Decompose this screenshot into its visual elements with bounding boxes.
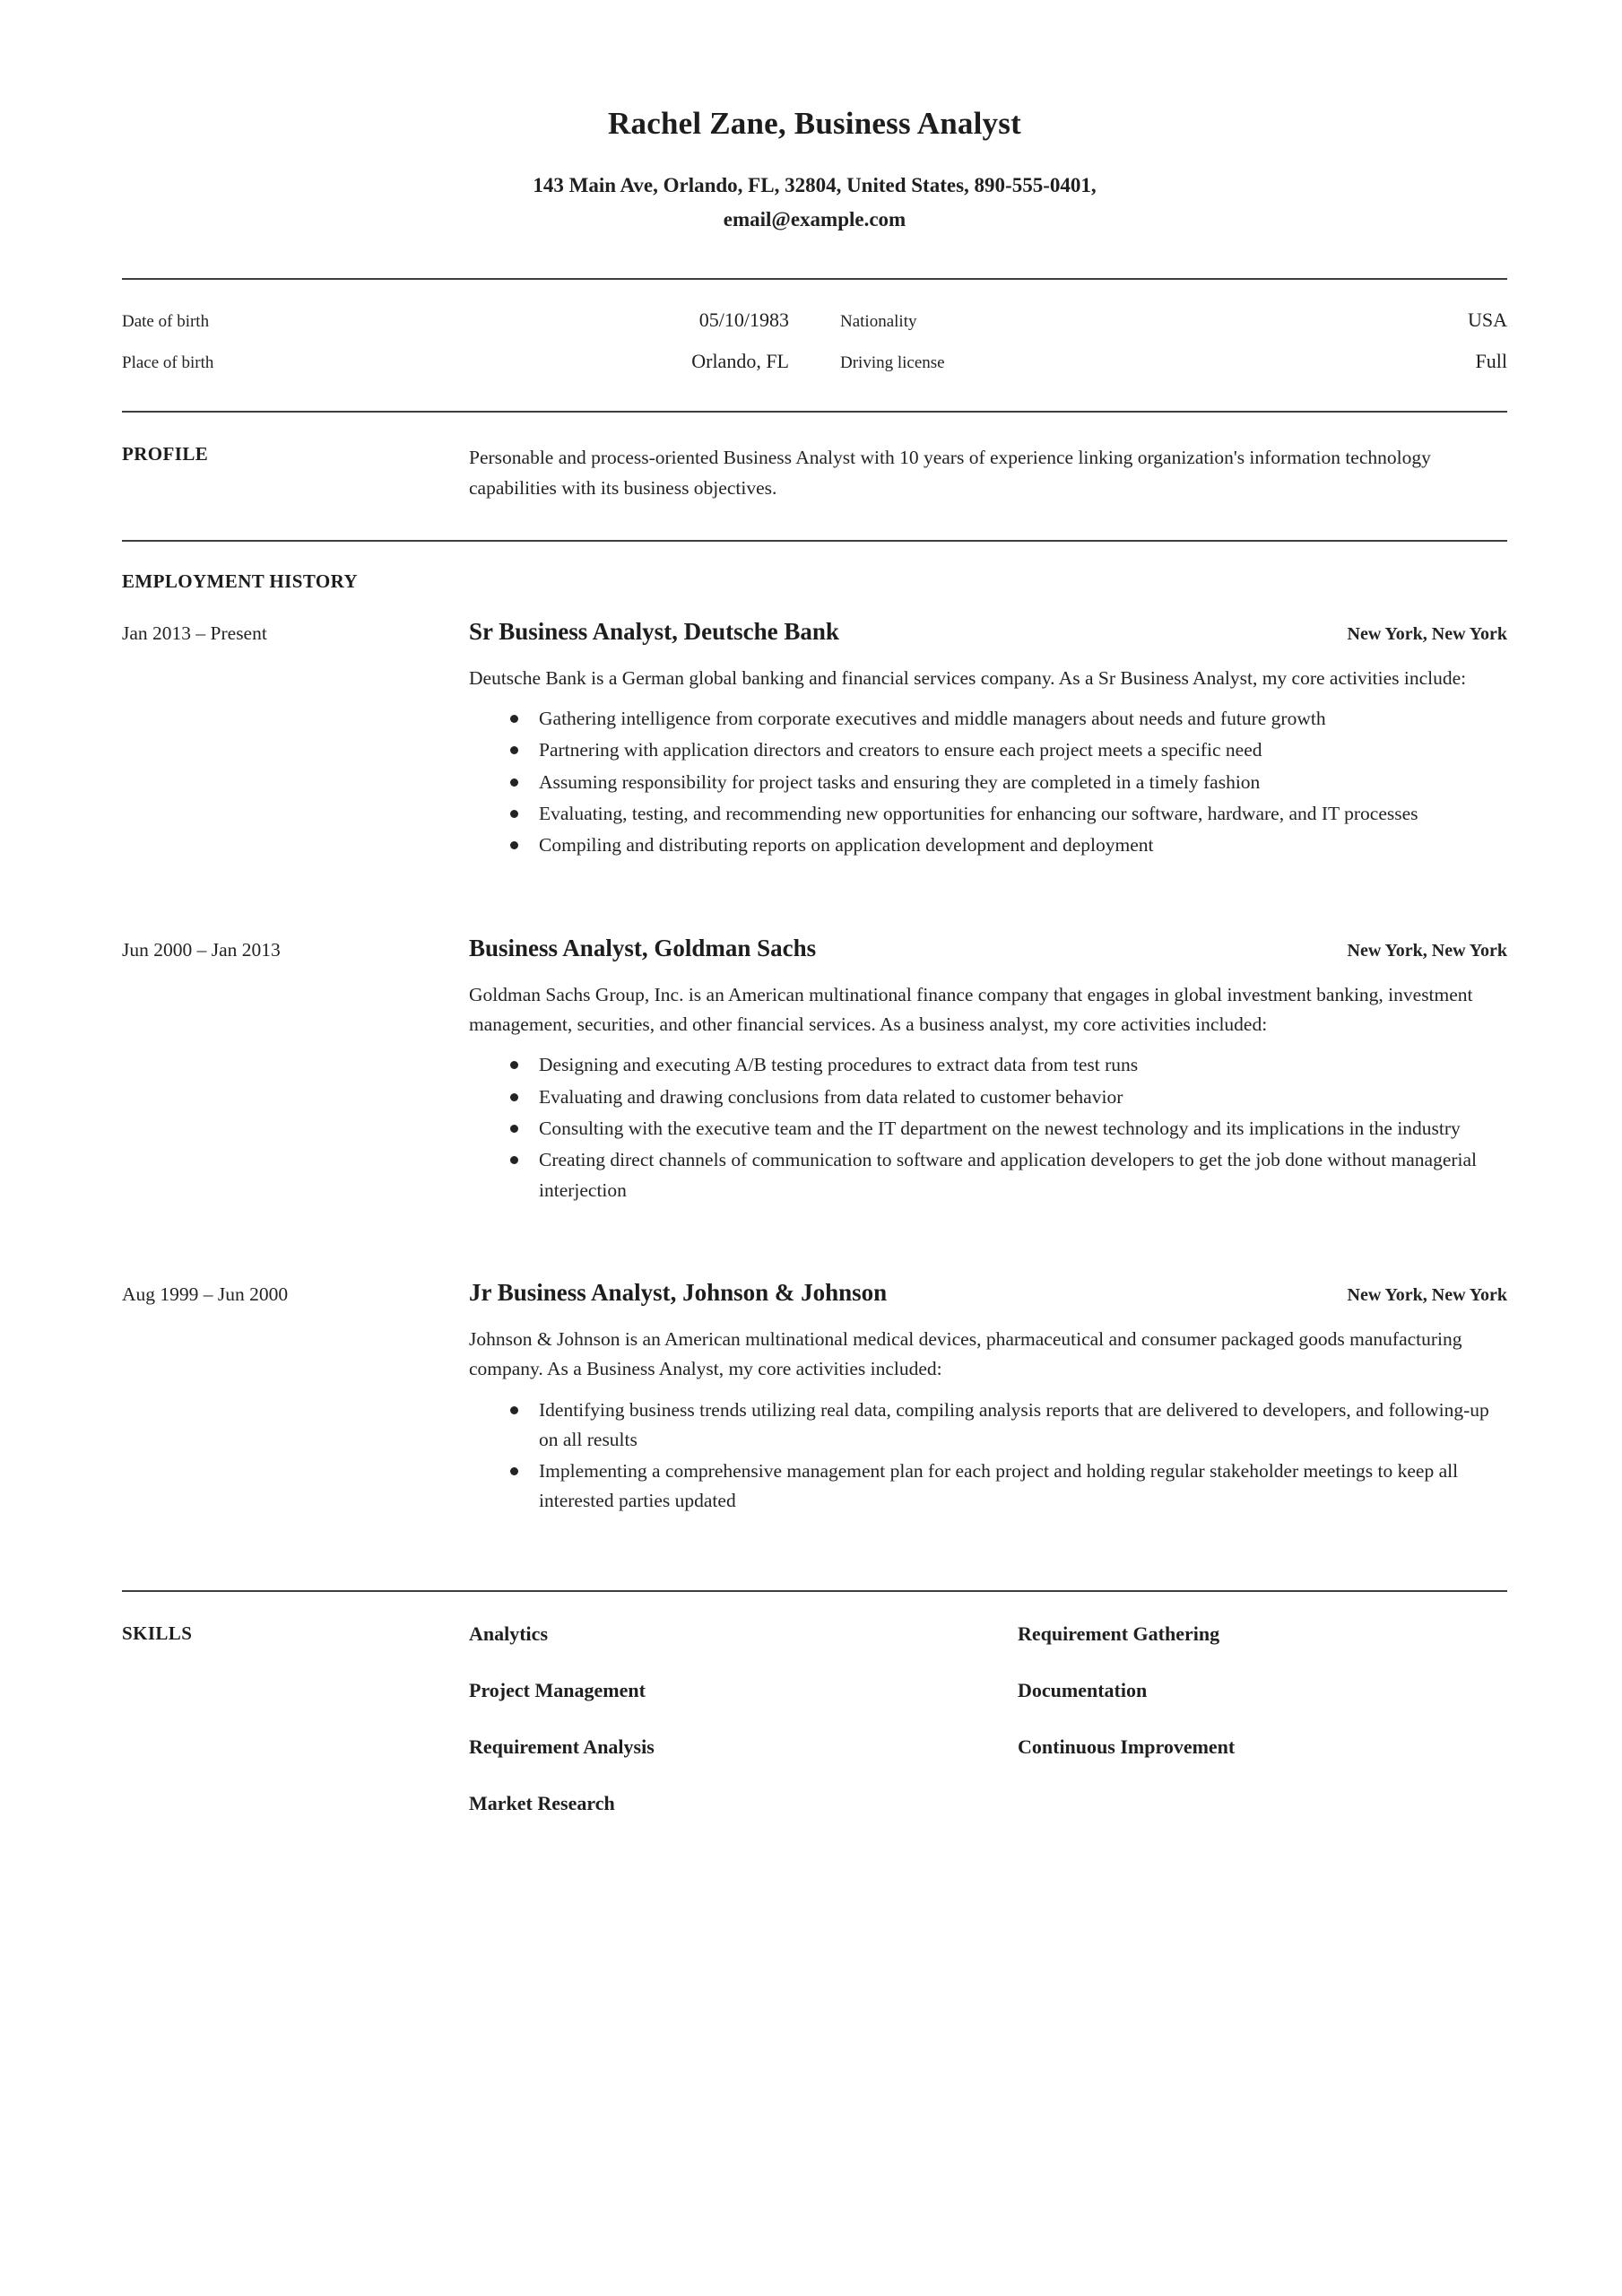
skills-body (469, 1622, 1507, 1848)
job-main (469, 1279, 1507, 1518)
job-description: Goldman Sachs Group, Inc. is an American multinational finance company that engages in global investment banking, investment management, securities, and other financial services. As a business analyst, my core activities included: (469, 983, 1473, 1035)
job-description: Deutsche Bank is a German global banking and financial services company. As a Sr Business Analyst, my core activities include: (469, 666, 1467, 689)
job-bullet: Evaluating and drawing conclusions from data related to customer behavior (469, 1083, 1507, 1112)
job-location: New York, New York (1347, 623, 1507, 644)
job-bullet: Evaluating, testing, and recommending new opportunities for enhancing our software, hardware, and IT processes (469, 799, 1507, 829)
job-titleline (469, 1279, 1507, 1307)
nationality-label: Nationality (840, 311, 917, 331)
employment-heading-row (122, 542, 1507, 618)
job-bullet: Gathering intelligence from corporate executives and middle managers about needs and future growth (469, 704, 1507, 734)
place-of-birth-label: Place of birth (122, 352, 214, 372)
job-entry (122, 935, 1507, 1207)
skill-item: Documentation (1018, 1678, 1148, 1701)
job-main (469, 618, 1507, 863)
skills-heading: SKILLS (122, 1622, 193, 1644)
driving-license-value: Full (1475, 349, 1507, 372)
job-bullet: Identifying business trends utilizing real data, compiling analysis reports that are delivered to developers, and following-up on all results (469, 1396, 1507, 1456)
job-bullet: Implementing a comprehensive management plan for each project and holding regular stakeholder meetings to keep all interested parties updated (469, 1457, 1507, 1517)
skills-column-left (469, 1622, 1018, 1848)
skill-item: Project Management (469, 1678, 646, 1701)
place-of-birth-value: Orlando, FL (691, 349, 789, 372)
profile-section (122, 413, 1507, 540)
employment-heading: EMPLOYMENT HISTORY (122, 570, 358, 592)
job-entry (122, 1279, 1507, 1518)
job-dates: Aug 1999 – Jun 2000 (122, 1283, 289, 1305)
profile-heading: PROFILE (122, 442, 209, 465)
job-title: Jr Business Analyst, Johnson & Johnson (469, 1278, 888, 1306)
job-bullet: Partnering with application directors and creators to ensure each project meets a specific need (469, 735, 1507, 765)
job-location: New York, New York (1347, 940, 1507, 961)
job-title: Business Analyst, Goldman Sachs (469, 934, 817, 961)
skills-section (122, 1592, 1507, 1848)
profile-label-col (122, 443, 469, 504)
job-entry (122, 618, 1507, 863)
nationality-value: USA (1467, 308, 1507, 331)
job-location: New York, New York (1347, 1284, 1507, 1305)
skill-item: Requirement Analysis (469, 1735, 655, 1758)
job-titleline (469, 618, 1507, 646)
skill-item: Requirement Gathering (1018, 1622, 1220, 1645)
candidate-name: Rachel Zane, Business Analyst (608, 106, 1021, 141)
skill-item: Continuous Improvement (1018, 1735, 1236, 1758)
resume-header (122, 106, 1507, 237)
job-dates: Jun 2000 – Jan 2013 (122, 938, 281, 961)
contact-block (122, 169, 1507, 237)
job-dates: Jan 2013 – Present (122, 622, 267, 644)
profile-text: Personable and process-oriented Business Analyst with 10 years of experience linking organization's information technology capabilities with its business objectives. (469, 446, 1431, 499)
job-bullet: Compiling and distributing reports on application development and deployment (469, 831, 1507, 860)
skills-label-col (122, 1622, 469, 1848)
job-bullet-list (469, 1050, 1507, 1205)
profile-body (469, 443, 1507, 504)
driving-license-label: Driving license (840, 352, 945, 372)
personal-details (122, 280, 1507, 411)
job-bullet: Creating direct channels of communication to software and application developers to get the job done without managerial interjection (469, 1145, 1507, 1205)
job-titleline (469, 935, 1507, 962)
skill-item: Analytics (469, 1622, 548, 1645)
contact-email: email@example.com (723, 207, 906, 230)
job-bullet-list (469, 1396, 1507, 1517)
skill-item: Market Research (469, 1791, 615, 1814)
job-main (469, 935, 1507, 1207)
job-bullet: Designing and executing A/B testing procedures to extract data from test runs (469, 1050, 1507, 1080)
date-of-birth-label: Date of birth (122, 311, 210, 331)
date-of-birth-value: 05/10/1983 (698, 308, 789, 331)
contact-address-line: 143 Main Ave, Orlando, FL, 32804, United States, 890-555-0401, (533, 174, 1097, 196)
job-bullet: Consulting with the executive team and the IT department on the newest technology and its implications in the industry (469, 1114, 1507, 1144)
skills-column-right (1018, 1622, 1235, 1848)
job-bullet: Assuming responsibility for project tasks and ensuring they are completed in a timely fashion (469, 768, 1507, 797)
job-title: Sr Business Analyst, Deutsche Bank (469, 617, 839, 645)
job-bullet-list (469, 704, 1507, 861)
job-description: Johnson & Johnson is an American multinational medical devices, pharmaceutical and consumer packaged goods manufacturing company. As a Business Analyst, my core activities included: (469, 1327, 1462, 1380)
